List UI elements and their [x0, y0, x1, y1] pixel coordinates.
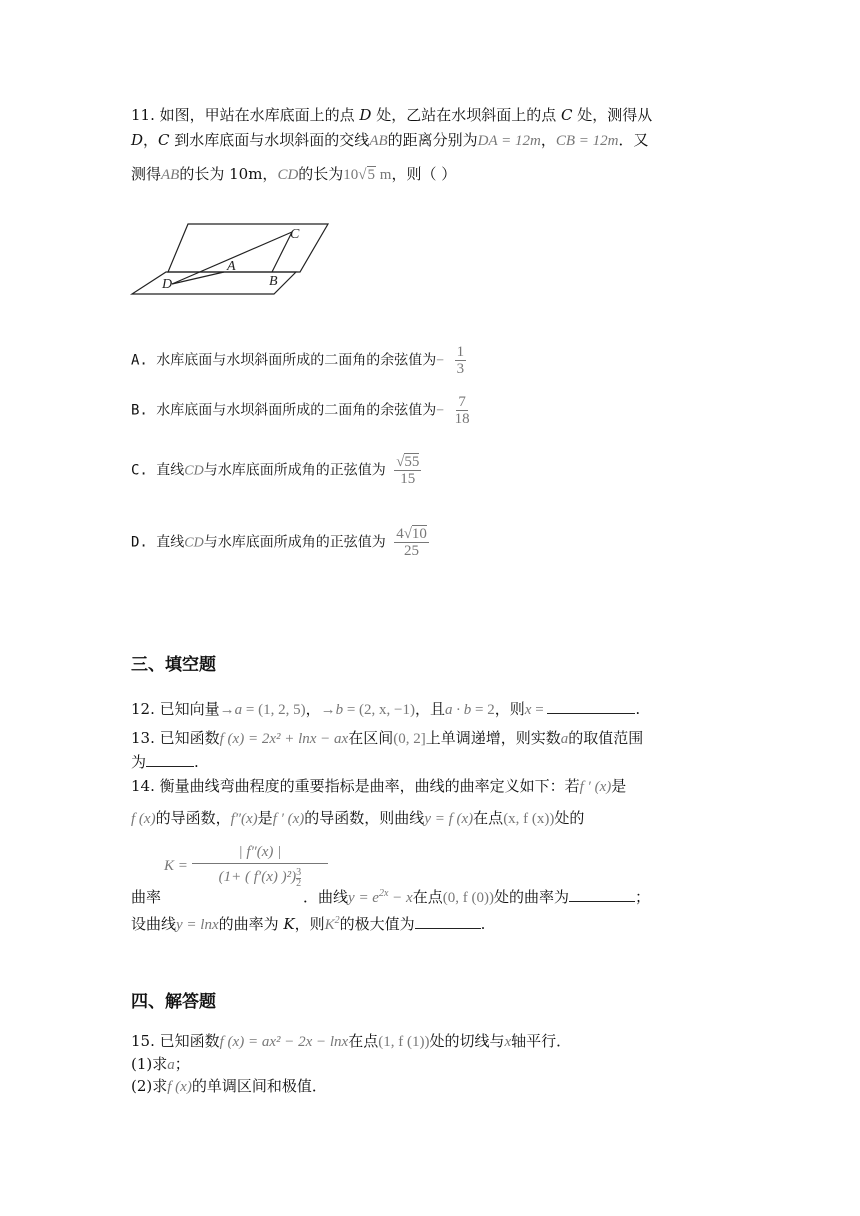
section-title-answer: 四、解答题: [131, 992, 216, 1012]
answer-blank-q13[interactable]: [146, 750, 194, 767]
vector-a: →a: [219, 702, 243, 718]
fraction-A: $\frac{1}{3}$: [456, 344, 465, 377]
option-C[interactable]: C. 直线CD与水库底面所成角的正弦值为 $\frac{√55}{15}$: [131, 454, 420, 487]
label-D: D: [162, 277, 173, 292]
point-D: D: [359, 106, 372, 124]
segment-CB: [272, 232, 292, 272]
vector-b: →b: [320, 702, 344, 718]
q11-line2: D，C 到水库底面与水坝斜面的交线AB的距离分别为DA = 12m，CB = 12m．又: [131, 131, 649, 149]
q11-line1: 11. 如图，甲站在水库底面上的点 D 处，乙站在水坝斜面上的点 C 处，测得从: [131, 106, 653, 124]
length-CD: 10√5 m: [343, 167, 392, 183]
q14-line2: f (x)的导函数，f″(x)是f ′ (x)的导函数，则曲线y = f (x)在点(x, f (x))处的: [131, 809, 585, 827]
geometry-figure: [128, 218, 338, 302]
q14-line4: 设曲线y = lnx的曲率为 K，则$K^2$的极大值为 .: [131, 910, 485, 936]
q15-line1: 15. 已知函数f (x) = ax² − 2x − lnx在点(1, f (1))处的切线与x轴平行．: [131, 1032, 572, 1050]
q11-line3: 测得AB的长为 10m，CD的长为10√5 m，则（ ）: [131, 165, 457, 183]
q14-line3: 曲率 ．曲线$y = e^{2x} - x$在点(0, f (0))处的曲率为 ；: [131, 883, 650, 909]
answer-blank-q12[interactable]: [547, 697, 635, 714]
q12: 12. 已知向量→a = (1, 2, 5)，→b = (2, x, −1)，且a · b = 2，则x = .: [131, 697, 640, 721]
segment-DA: [172, 272, 224, 284]
answer-blank-q14-2[interactable]: [415, 912, 481, 929]
answer-blank-q14-1[interactable]: [569, 885, 635, 902]
q14-line1: 14. 衡量曲线弯曲程度的重要指标是曲率，曲线的曲率定义如下：若f ′ (x)是: [131, 777, 627, 795]
fraction-D: $\frac{4√10}{25}$: [396, 526, 427, 559]
section-title-fill-in: 三、填空题: [131, 655, 216, 675]
fraction-B: $\frac{7}{18}$: [454, 394, 470, 427]
math-AB: AB: [369, 133, 388, 149]
q13-line2: 为 .: [131, 750, 199, 773]
q15-part1: (1)求a；: [131, 1055, 190, 1073]
label-B: B: [269, 274, 278, 289]
q15-part2: (2)求f (x)的单调区间和极值．: [131, 1077, 327, 1095]
option-A[interactable]: A. 水库底面与水坝斜面所成的二面角的余弦值为− $\frac{1}{3}$: [131, 344, 465, 377]
option-D[interactable]: D. 直线CD与水库底面所成角的正弦值为 $\frac{4√10}{25}$: [131, 526, 427, 559]
point-C: C: [560, 106, 573, 124]
q13-line1: 13. 已知函数f (x) = 2x² + lnx − ax在区间(0, 2]上单调递增，则实数a的取值范围: [131, 729, 644, 747]
math-CB: CB = 12m: [555, 133, 619, 149]
fraction-C: $\frac{√55}{15}$: [396, 454, 420, 487]
label-A: A: [227, 259, 236, 274]
dam-slope-plane: [168, 224, 328, 272]
label-C: C: [290, 227, 300, 242]
option-B[interactable]: B. 水库底面与水坝斜面所成的二面角的余弦值为− $\frac{7}{18}$: [131, 394, 470, 427]
curvature-formula: K = | f″(x) | (1+ ( f′(x) )²) $\frac{3}{2}$: [164, 844, 328, 889]
math-DA: DA = 12m: [477, 133, 541, 149]
